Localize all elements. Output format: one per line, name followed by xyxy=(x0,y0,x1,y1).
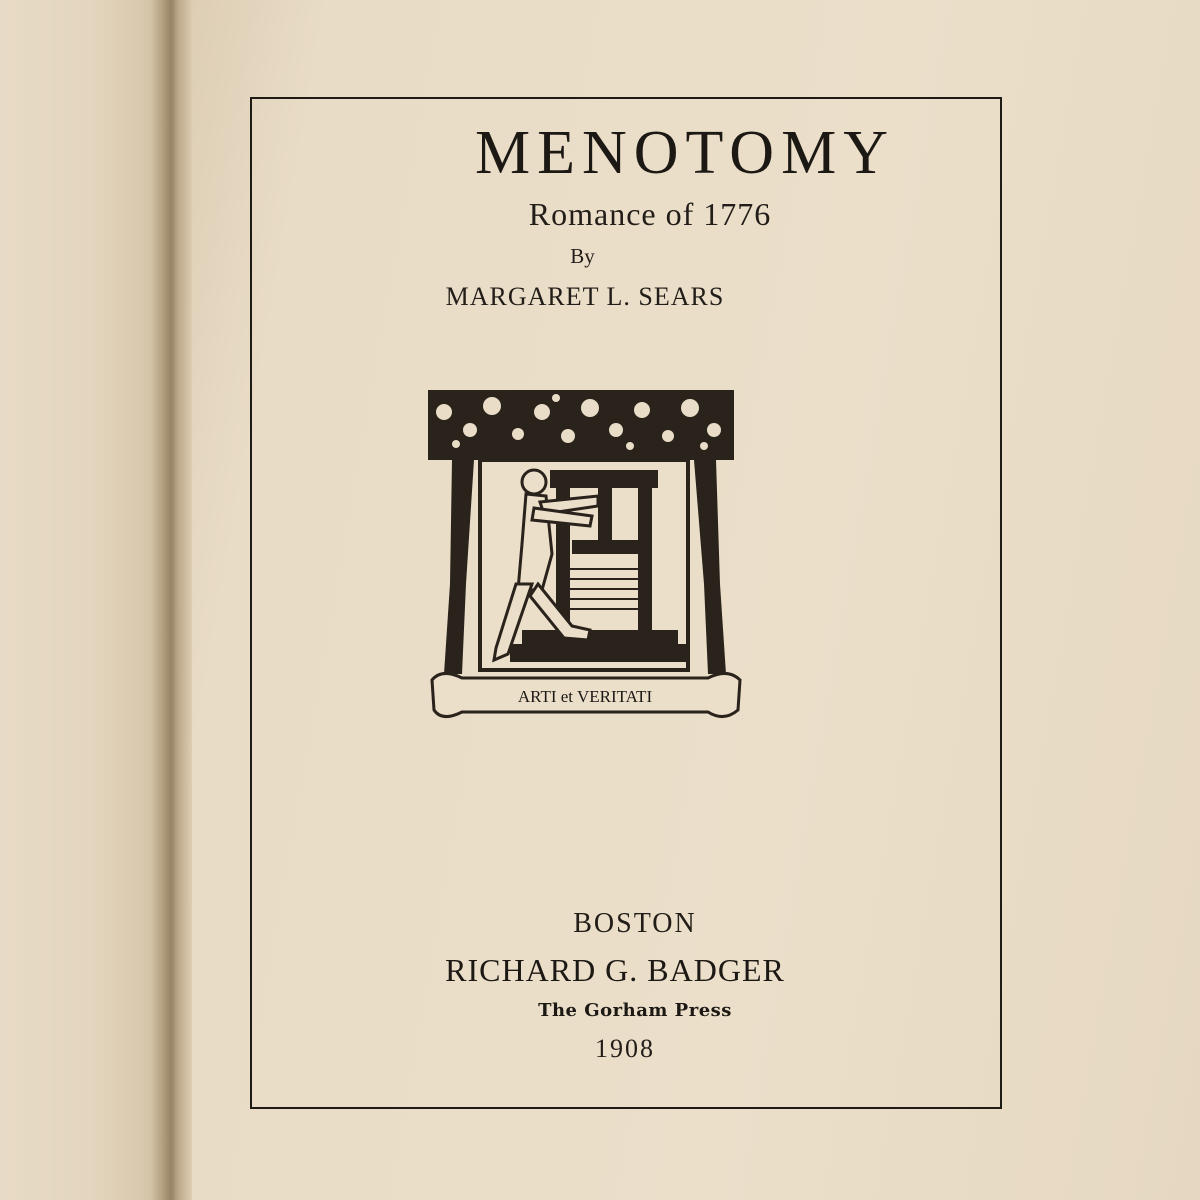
book-gutter xyxy=(150,0,192,1200)
by-line: By xyxy=(570,244,595,268)
imprint-year: 1908 xyxy=(595,1034,655,1063)
imprint-publisher: RICHARD G. BADGER xyxy=(445,952,785,988)
imprint-press: The Gorham Press xyxy=(538,1000,732,1021)
author-name: MARGARET L. SEARS xyxy=(445,282,725,311)
printers-mark-emblem xyxy=(422,384,752,724)
emblem-right-trunk xyxy=(694,460,726,674)
imprint-city: BOSTON xyxy=(573,908,697,939)
emblem-left-trunk xyxy=(444,460,474,674)
emblem-motto: ARTI et VERITATI xyxy=(517,687,653,706)
left-page xyxy=(0,0,175,1200)
book-title: MENOTOMY xyxy=(475,119,895,187)
book-subtitle: Romance of 1776 xyxy=(528,196,772,232)
